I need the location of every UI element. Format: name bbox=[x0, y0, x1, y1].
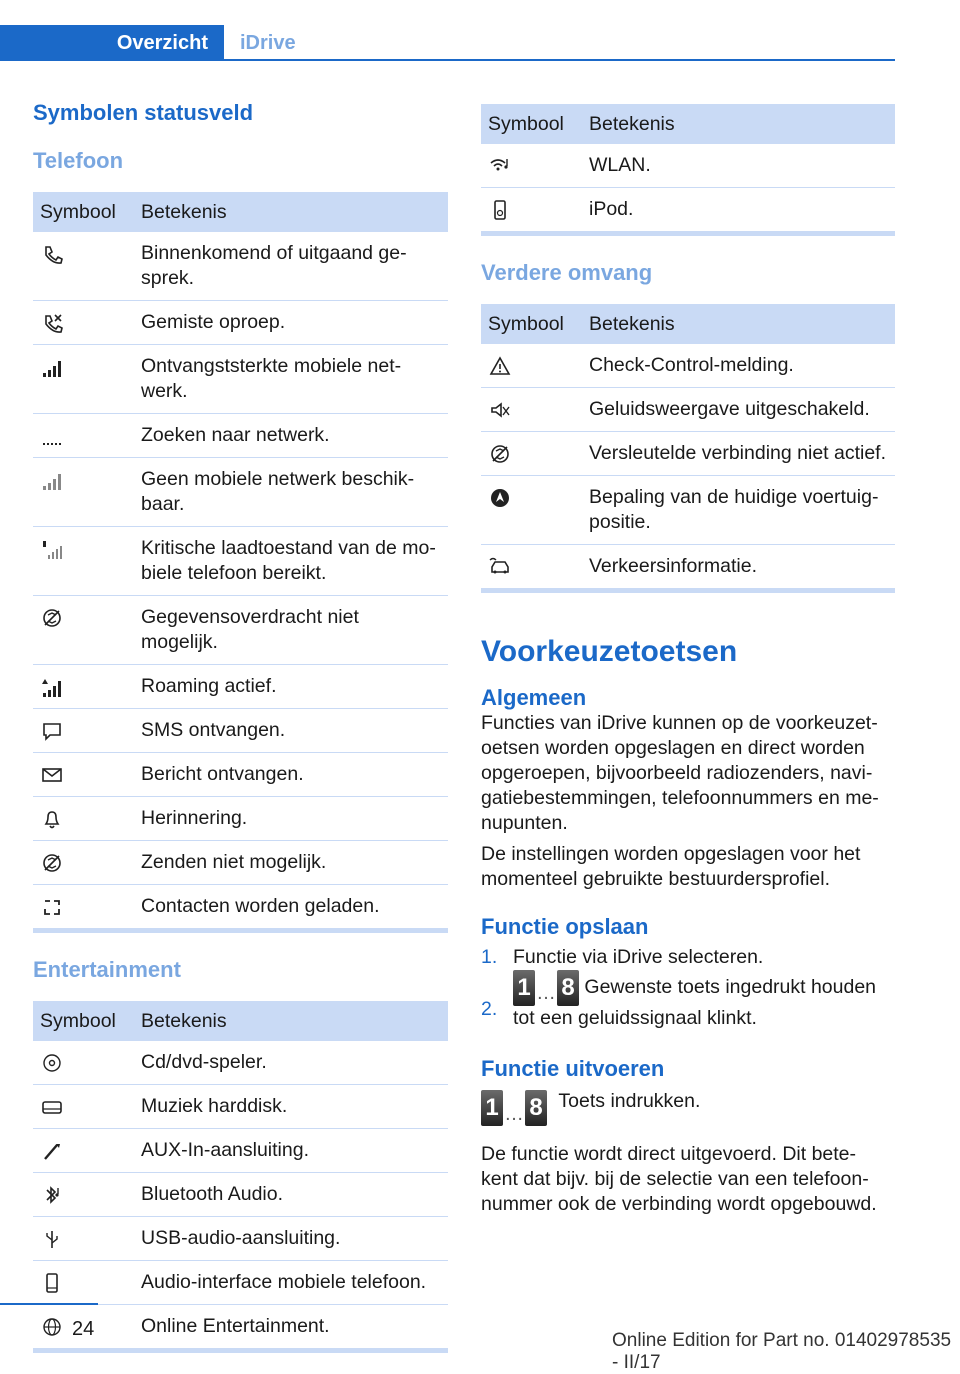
harddisk-icon bbox=[41, 1096, 63, 1118]
ipod-icon bbox=[489, 199, 511, 221]
col-meaning-header: Betekenis bbox=[134, 192, 448, 232]
online-entertainment-icon bbox=[41, 1316, 63, 1338]
table-row bbox=[33, 1085, 448, 1129]
symbol-cell bbox=[481, 432, 582, 476]
no-data-icon bbox=[41, 607, 63, 629]
table-row bbox=[33, 709, 448, 753]
step-1-number: 1. bbox=[481, 946, 498, 968]
verdere-title: Verdere omvang bbox=[481, 260, 653, 285]
uitvoeren-row bbox=[481, 1090, 895, 1130]
tab-overzicht[interactable]: Overzicht bbox=[0, 25, 224, 61]
step-2-text-a: Gewenste toets ingedrukt houden bbox=[579, 976, 877, 999]
symbol-cell bbox=[481, 388, 582, 432]
bell-icon bbox=[41, 808, 63, 830]
preset-key-8-icon: 8 bbox=[557, 970, 579, 1006]
table-row bbox=[33, 527, 448, 596]
col-meaning-header: Betekenis bbox=[134, 1001, 448, 1041]
entertainment-table bbox=[33, 1001, 448, 1353]
bluetooth-audio-icon bbox=[41, 1184, 63, 1206]
algemeen-title: Algemeen bbox=[481, 685, 587, 710]
table-row bbox=[33, 301, 448, 345]
contacts-loading-icon bbox=[41, 896, 63, 918]
meaning-cell: Zoeken naar netwerk. bbox=[134, 414, 448, 458]
meaning-cell: Bericht ontvangen. bbox=[134, 753, 448, 797]
table-row bbox=[33, 1305, 448, 1351]
aux-icon bbox=[41, 1140, 63, 1162]
table-row bbox=[33, 596, 448, 665]
uitvoeren-text: Toets indrukken. bbox=[558, 1090, 701, 1112]
symbol-cell bbox=[33, 596, 134, 665]
traffic-icon bbox=[489, 556, 511, 578]
table-row bbox=[481, 344, 895, 388]
meaning-cell: AUX-In-aansluiting. bbox=[134, 1129, 448, 1173]
meaning-cell: Contacten worden geladen. bbox=[134, 885, 448, 931]
header-tabs bbox=[0, 25, 895, 61]
preset-key-1-icon: 1 bbox=[481, 1090, 503, 1126]
battery-critical-icon bbox=[41, 538, 63, 560]
table-row bbox=[481, 144, 895, 188]
table-row bbox=[481, 388, 895, 432]
meaning-cell: WLAN. bbox=[582, 144, 895, 188]
meaning-cell: Verkeersinformatie. bbox=[582, 545, 895, 591]
algemeen-paragraph-1: Functies van iDrive kunnen op de voorkeuzet- oetsen worden opgeslagen en direct worden opgeroepen, bijvoorbeeld radiozenders, navi- gatiebestemmingen, telefoonnummers en me- nupunten. bbox=[481, 712, 879, 834]
meaning-cell: Zenden niet mogelijk. bbox=[134, 841, 448, 885]
page-number: 24 bbox=[72, 1318, 95, 1340]
symbol-cell bbox=[33, 1129, 134, 1173]
closing-paragraph: De functie wordt direct uitgevoerd. Dit bete- kent dat bijv. bij de selectie van een telefoon- nummer ook de verbinding wordt opgebouwd. bbox=[481, 1143, 877, 1215]
symbol-cell bbox=[33, 527, 134, 596]
voorkeuze-title: Voorkeuzetoetsen bbox=[481, 635, 738, 668]
entertainment-title: Entertainment bbox=[33, 957, 181, 982]
edition-note: Online Edition for Part no. 01402978535 - II/17 bbox=[612, 1330, 952, 1373]
symbol-cell bbox=[33, 232, 134, 301]
table-row bbox=[33, 1041, 448, 1085]
col-meaning-header: Betekenis bbox=[582, 304, 895, 344]
symbol-cell bbox=[33, 1261, 134, 1305]
symbol-cell bbox=[33, 1173, 134, 1217]
meaning-cell: Herinnering. bbox=[134, 797, 448, 841]
col-symbol-header: Symbool bbox=[481, 104, 582, 144]
col-meaning-header: Betekenis bbox=[582, 104, 895, 144]
symbol-cell bbox=[33, 414, 134, 458]
right-column bbox=[481, 104, 895, 1217]
meaning-cell: Versleutelde verbinding niet actief. bbox=[582, 432, 895, 476]
telefoon-table bbox=[33, 192, 448, 933]
preset-key-1-icon: 1 bbox=[513, 970, 535, 1006]
meaning-cell: Gemiste oproep. bbox=[134, 301, 448, 345]
tab-idrive[interactable]: iDrive bbox=[240, 32, 296, 54]
table-row bbox=[33, 841, 448, 885]
table-row bbox=[481, 545, 895, 591]
meaning-cell: Kritische laadtoestand van de mo- biele telefoon bereikt. bbox=[134, 527, 448, 596]
section-title: Symbolen statusveld bbox=[33, 100, 254, 125]
table-row bbox=[33, 414, 448, 458]
phone-audio-icon bbox=[41, 1272, 63, 1294]
key-ellipsis: … bbox=[504, 1103, 524, 1125]
symbol-cell bbox=[33, 797, 134, 841]
symbol-cell bbox=[33, 458, 134, 527]
symbol-cell bbox=[481, 344, 582, 388]
preset-key-8-icon: 8 bbox=[525, 1090, 547, 1126]
table-row bbox=[33, 1173, 448, 1217]
symbol-cell bbox=[33, 753, 134, 797]
table-row bbox=[33, 345, 448, 414]
step-1 bbox=[481, 946, 895, 972]
symbol-cell bbox=[481, 545, 582, 591]
table-row bbox=[33, 1129, 448, 1173]
meaning-cell: iPod. bbox=[582, 188, 895, 234]
col-symbol-header: Symbool bbox=[481, 304, 582, 344]
meaning-cell: Online Entertainment. bbox=[134, 1305, 448, 1351]
wlan-icon bbox=[489, 155, 511, 177]
step-2-text-b: tot een geluidssignaal klinkt. bbox=[513, 1007, 757, 1029]
meaning-cell: Geluidsweergave uitgeschakeld. bbox=[582, 388, 895, 432]
signal-strength-icon bbox=[41, 356, 63, 378]
symbol-cell bbox=[33, 1217, 134, 1261]
symbol-cell bbox=[33, 709, 134, 753]
meaning-cell: Bluetooth Audio. bbox=[134, 1173, 448, 1217]
symbol-cell bbox=[33, 1041, 134, 1085]
table-row bbox=[33, 1261, 448, 1305]
mail-icon bbox=[41, 764, 63, 786]
sms-icon bbox=[41, 720, 63, 742]
table-row bbox=[33, 797, 448, 841]
symbol-cell bbox=[481, 476, 582, 545]
unencrypted-icon bbox=[489, 443, 511, 465]
position-icon bbox=[489, 487, 511, 509]
table-row bbox=[33, 232, 448, 301]
table-row bbox=[33, 885, 448, 931]
telefoon-title: Telefoon bbox=[33, 148, 124, 173]
table-row bbox=[33, 1217, 448, 1261]
step-2-number: 2. bbox=[481, 998, 498, 1020]
opslaan-title: Functie opslaan bbox=[481, 914, 649, 939]
meaning-cell: Binnenkomend of uitgaand ge- sprek. bbox=[134, 232, 448, 301]
usb-icon bbox=[41, 1228, 63, 1250]
step-2 bbox=[481, 974, 895, 1042]
col-symbol-header: Symbool bbox=[33, 192, 134, 232]
symbol-cell bbox=[33, 1085, 134, 1129]
phone-call-icon bbox=[41, 243, 63, 265]
meaning-cell: Bepaling van de huidige voertuig- positie. bbox=[582, 476, 895, 545]
footer-rule bbox=[0, 1303, 98, 1305]
symbol-cell bbox=[481, 144, 582, 188]
table-row bbox=[481, 476, 895, 545]
meaning-cell: Geen mobiele netwerk beschik- baar. bbox=[134, 458, 448, 527]
top-table bbox=[481, 104, 895, 236]
roaming-icon bbox=[41, 676, 63, 698]
cd-icon bbox=[41, 1052, 63, 1074]
meaning-cell: Cd/dvd-speler. bbox=[134, 1041, 448, 1085]
table-row bbox=[33, 753, 448, 797]
col-symbol-header: Symbool bbox=[33, 1001, 134, 1041]
warning-icon bbox=[489, 355, 511, 377]
meaning-cell: Muziek harddisk. bbox=[134, 1085, 448, 1129]
verdere-table bbox=[481, 304, 895, 593]
table-row bbox=[481, 432, 895, 476]
symbol-cell bbox=[33, 345, 134, 414]
meaning-cell: Roaming actief. bbox=[134, 665, 448, 709]
table-row bbox=[33, 458, 448, 527]
network-search-icon bbox=[41, 425, 63, 447]
meaning-cell: Check-Control-melding. bbox=[582, 344, 895, 388]
left-column bbox=[33, 100, 448, 1353]
algemeen-paragraph-2: De instellingen worden opgeslagen voor het momenteel gebruikte bestuurdersprofiel. bbox=[481, 843, 861, 890]
key-ellipsis: … bbox=[536, 982, 556, 1004]
uitvoeren-title: Functie uitvoeren bbox=[481, 1056, 665, 1081]
no-network-icon bbox=[41, 469, 63, 491]
no-send-icon bbox=[41, 852, 63, 874]
symbol-cell bbox=[33, 301, 134, 345]
meaning-cell: SMS ontvangen. bbox=[134, 709, 448, 753]
meaning-cell: Ontvangststerkte mobiele net- werk. bbox=[134, 345, 448, 414]
meaning-cell: Gegevensoverdracht niet mogelijk. bbox=[134, 596, 448, 665]
table-row bbox=[481, 188, 895, 234]
table-row bbox=[33, 665, 448, 709]
meaning-cell: USB-audio-aansluiting. bbox=[134, 1217, 448, 1261]
symbol-cell bbox=[33, 885, 134, 931]
symbol-cell bbox=[33, 665, 134, 709]
speaker-off-icon bbox=[489, 399, 511, 421]
step-1-text: Functie via iDrive selecteren. bbox=[513, 946, 764, 968]
meaning-cell: Audio-interface mobiele telefoon. bbox=[134, 1261, 448, 1305]
symbol-cell bbox=[481, 188, 582, 234]
missed-call-icon bbox=[41, 312, 63, 334]
symbol-cell bbox=[33, 841, 134, 885]
